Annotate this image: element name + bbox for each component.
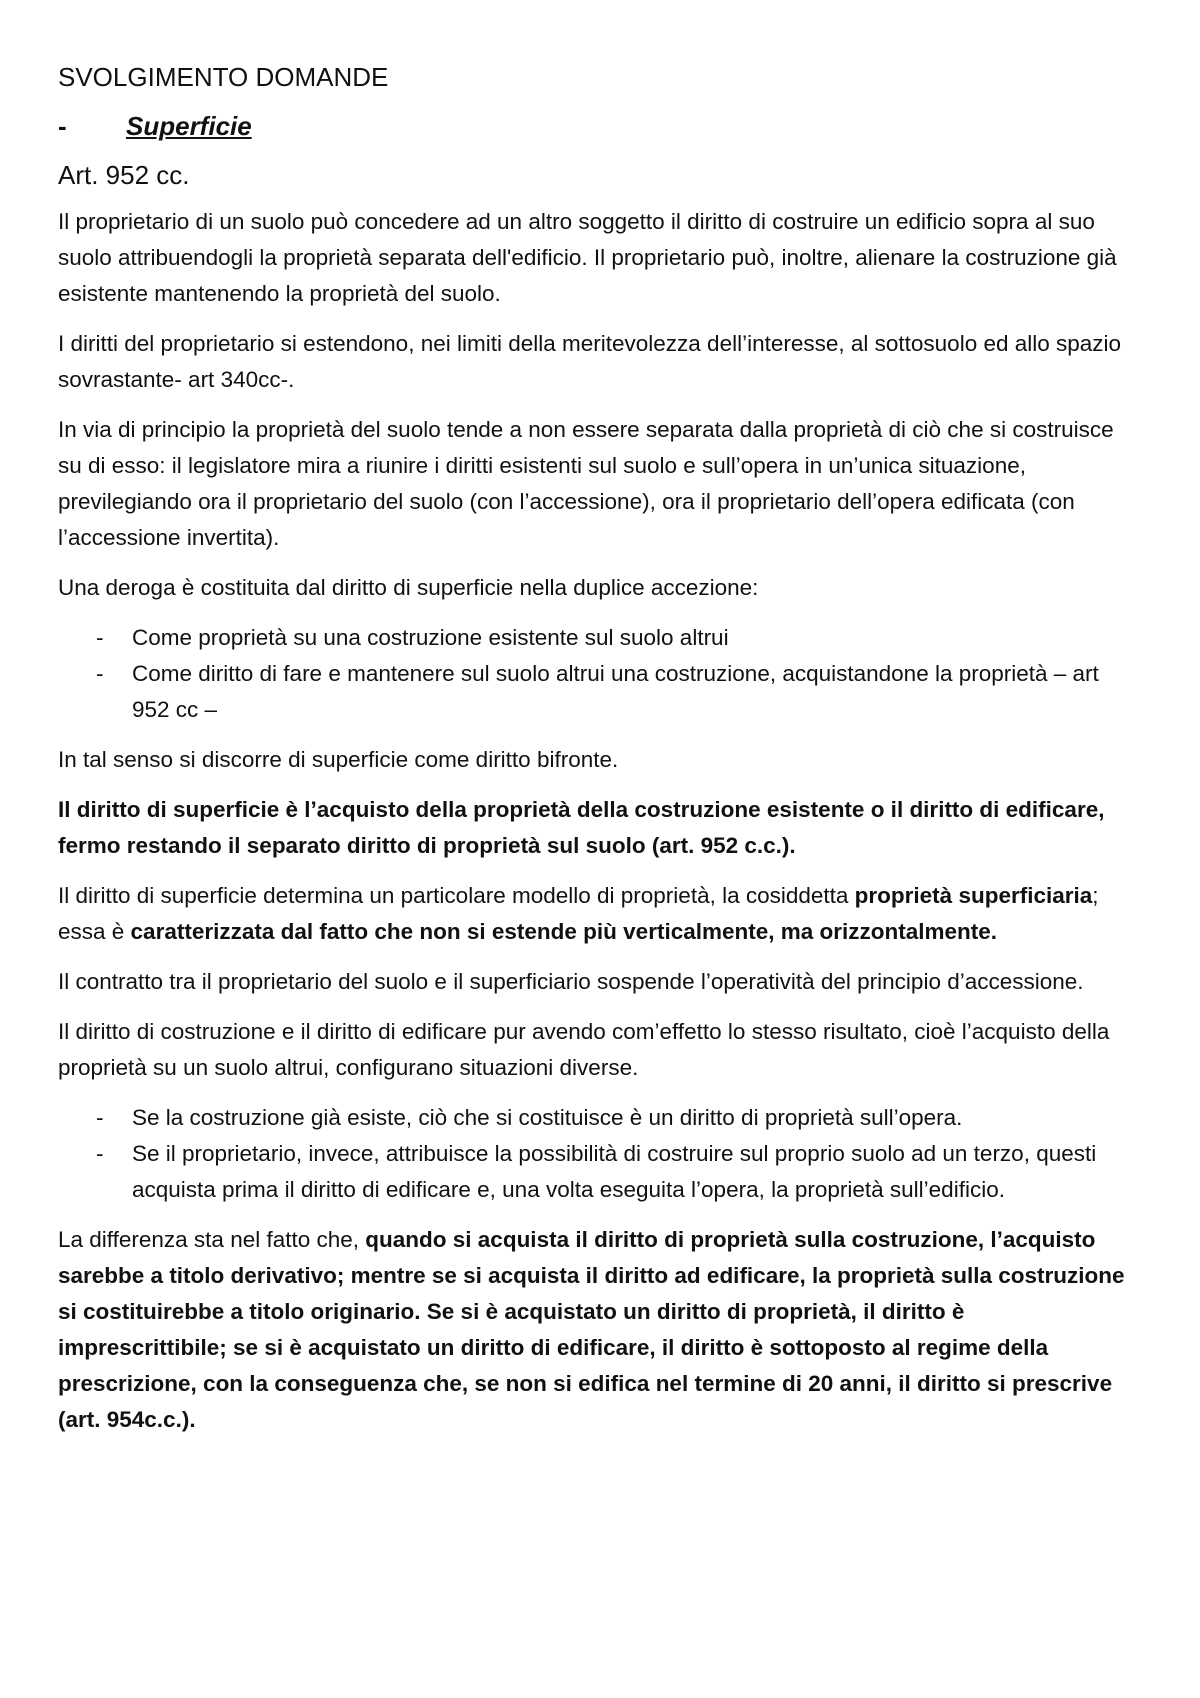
paragraph-4: Una deroga è costituita dal diritto di superficie nella duplice accezione: [58, 575, 759, 600]
list-item: - Se il proprietario, invece, attribuisce la possibilità di costruire sul proprio suolo ad un terzo, questi acquista prima il diritto di edificare e, una volta eseguita l’opera, la proprietà sull’edificio. [58, 1136, 1138, 1208]
situazioni-list [58, 1100, 1138, 1208]
document-page [58, 60, 1138, 1452]
article-reference: Art. 952 cc. [58, 160, 190, 190]
bold-definition: Il diritto di superficie è l’acquisto della proprietà della costruzione esistente o il diritto di edificare, fermo restando il separato diritto di proprietà sul suolo (art. 952 c.c.). [58, 797, 1105, 858]
paragraph-5: In tal senso si discorre di superficie come diritto bifronte. [58, 747, 619, 772]
list-item: - Come diritto di fare e mantenere sul suolo altrui una costruzione, acquistandone la proprietà – art 952 cc – [58, 656, 1138, 728]
paragraph-9: Il diritto di costruzione e il diritto di edificare pur avendo com’effetto lo stesso risultato, cioè l’acquisto della proprietà su un suolo altrui, configurano situazioni diverse. [58, 1019, 1110, 1080]
paragraph-8: Il contratto tra il proprietario del suolo e il superficiario sospende l’operatività del principio d’accessione. [58, 969, 1084, 994]
section-header [58, 108, 1138, 144]
text-span: Il diritto di superficie determina un particolare modello di proprietà, la cosiddetta [58, 883, 855, 908]
bold-span: caratterizzata dal fatto che non si estende più verticalmente, ma orizzontalmente. [130, 919, 998, 944]
bold-span: quando si acquista il diritto di proprietà sulla costruzione, l’acquisto sarebbe a titolo derivativo; mentre se si acquista il diritto ad edificare, la proprietà sulla costruzione si costituirebbe a titolo originario. Se si è acquistato un diritto di proprietà, il diritto è imprescrittibile; se si è acquistato un diritto di edificare, il diritto è sottoposto al regime della prescrizione, con la conseguenza che, se non si edifica nel termine di 20 anni, il diritto si prescrive (art. 954c.c.). [58, 1227, 1125, 1432]
list-item: - Come proprietà su una costruzione esistente sul suolo altrui [58, 620, 1138, 656]
paragraph-3: In via di principio la proprietà del suolo tende a non essere separata dalla proprietà di ciò che si costruisce su di esso: il legislatore mira a riunire i diritti esistenti sul suolo e sull’opera in un’unica situazione, previlegiando ora il proprietario del suolo (con l’accessione), ora il proprietario dell’opera edificata (con l’accessione invertita). [58, 417, 1114, 550]
bold-span: proprietà superficiaria [854, 883, 1093, 908]
paragraph-10 [58, 1222, 1138, 1438]
paragraph-2: I diritti del proprietario si estendono, nei limiti della meritevolezza dell’interesse, al sottosuolo ed allo spazio sovrastante- art 340cc-. [58, 331, 1122, 392]
text-span: ; essa è [58, 883, 1099, 944]
paragraph-6 [58, 792, 1138, 864]
document-heading: SVOLGIMENTO DOMANDE [58, 62, 389, 92]
section-title: Superficie [126, 111, 252, 141]
section-dash: - [58, 111, 67, 141]
list-item: - Se la costruzione già esiste, ciò che si costituisce è un diritto di proprietà sull’opera. [58, 1100, 1138, 1136]
paragraph-7 [58, 878, 1138, 950]
text-span: La differenza sta nel fatto che, [58, 1227, 366, 1252]
paragraph-1: Il proprietario di un suolo può concedere ad un altro soggetto il diritto di costruire un edificio sopra al suo suolo attribuendogli la proprietà separata dell'edificio. Il proprietario può, inoltre, alienare la costruzione già esistente mantenendo la proprietà del suolo. [58, 209, 1117, 306]
accezioni-list [58, 620, 1138, 728]
